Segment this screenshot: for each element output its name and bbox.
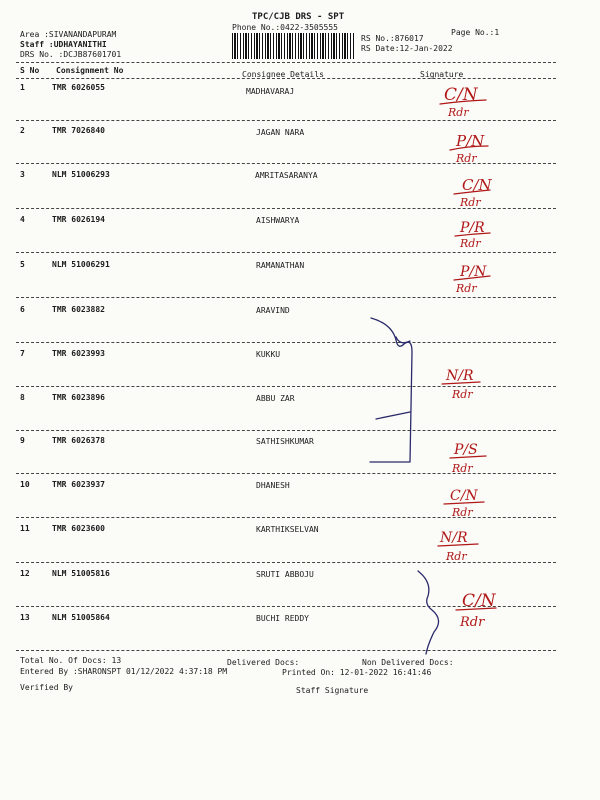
signature-row-11 [438, 530, 478, 563]
row-consignee: BUCHI REDDY [256, 614, 309, 623]
rs-date: RS Date:12-Jan-2022 [361, 44, 453, 53]
row-sno: 2 [20, 126, 25, 135]
rs-number: RS No.:876017 [361, 34, 424, 43]
signature-text: C/N [462, 591, 496, 611]
area-label: Area :SIVANANDAPURAM [20, 30, 117, 39]
row-consignment: NLM 51006293 [52, 170, 110, 179]
signature-text: P/N [456, 132, 485, 150]
row-consignee: SATHISHKUMAR [256, 437, 314, 446]
row-consignment: NLM 51005816 [52, 569, 110, 578]
signature-rdr: Rdr [460, 615, 485, 630]
signature-text: P/R [460, 220, 485, 236]
row-consignment: TMR 6023882 [52, 305, 105, 314]
row-consignee: ABBU ZAR [256, 394, 295, 403]
row-consignee: MADHAVARAJ [246, 87, 295, 96]
row-sno: 1 [20, 83, 25, 92]
row-sno: 10 [20, 480, 30, 489]
row-consignment: TMR 6026194 [52, 215, 105, 224]
row-consignment: TMR 6026055 [52, 83, 105, 92]
document-title: TPC/CJB DRS - SPT [252, 12, 345, 22]
signature-row-4 [455, 220, 490, 250]
signature-rdr: Rdr [452, 388, 473, 401]
row-sno: 5 [20, 260, 25, 269]
row-consignee: SRUTI ABBOJU [256, 570, 314, 579]
delivered-docs: Delivered Docs: [227, 658, 300, 667]
row-sno: 9 [20, 436, 25, 445]
row-sno: 4 [20, 215, 25, 224]
row-sno: 3 [20, 170, 25, 179]
signature-text: N/R [446, 368, 474, 384]
signature-row-1 [440, 85, 486, 119]
signature-text: C/N [462, 176, 492, 194]
row-sno: 6 [20, 305, 25, 314]
signature-rdr: Rdr [456, 282, 477, 295]
signature-text: P/N [460, 264, 487, 280]
signature-rdr: Rdr [456, 152, 477, 165]
signature-row-2 [450, 132, 488, 165]
column-header-signature: Signature [420, 70, 464, 79]
printed-on: Printed On: 12-01-2022 16:41:46 [282, 668, 432, 677]
signature-text: C/N [444, 85, 478, 105]
signature-row-12-13 [456, 591, 497, 630]
signature-text: P/S [454, 442, 478, 458]
page-number: Page No.:1 [451, 28, 500, 37]
signature-row-7-8 [442, 368, 480, 401]
signature-rdr: Rdr [460, 196, 481, 209]
signature-rdr: Rdr [448, 106, 469, 119]
signature-rdr: Rdr [446, 550, 467, 563]
column-header-consignment: Consignment No [56, 66, 124, 75]
bracket-mark [376, 412, 410, 419]
column-header-sno: S No [20, 66, 40, 75]
signature-row-10 [444, 488, 484, 519]
signature-row-9 [450, 442, 486, 475]
row-sno: 12 [20, 569, 30, 578]
row-consignee: AISHWARYA [256, 216, 300, 225]
bracket-mark [370, 318, 412, 462]
row-consignment: TMR 6023993 [52, 349, 105, 358]
row-sno: 8 [20, 393, 25, 402]
row-consignee: JAGAN NARA [256, 128, 305, 137]
row-sno: 7 [20, 349, 25, 358]
row-consignment: NLM 51006291 [52, 260, 110, 269]
row-sno: 11 [20, 524, 30, 533]
drs-number: DRS No. :DCJB87601701 [20, 50, 122, 59]
row-consignment: TMR 6023937 [52, 480, 105, 489]
signature-rdr: Rdr [452, 506, 473, 519]
entered-by: Entered By :SHARONSPT 01/12/2022 4:37:18 PM [20, 667, 228, 676]
row-consignee: ARAVIND [256, 306, 290, 315]
non-delivered-docs: Non Delivered Docs: [362, 658, 454, 667]
row-consignee: KUKKU [256, 350, 281, 359]
row-consignee: AMRITASARANYA [255, 171, 318, 180]
staff-signature: Staff Signature [296, 686, 369, 695]
row-consignment: TMR 6023600 [52, 524, 105, 533]
row-sno: 13 [20, 613, 30, 622]
signature-text: C/N [450, 488, 478, 504]
row-consignment: TMR 6026378 [52, 436, 105, 445]
signature-text: N/R [440, 530, 468, 546]
verified-by: Verified By [20, 683, 73, 692]
row-consignment: TMR 7026840 [52, 126, 105, 135]
row-consignee: RAMANATHAN [256, 261, 305, 270]
signature-row-5 [454, 264, 490, 295]
row-consignee: DHANESH [256, 481, 290, 490]
signature-rdr: Rdr [452, 462, 473, 475]
row-consignment: TMR 6023896 [52, 393, 105, 402]
bracket-mark [396, 337, 410, 343]
bracket-mark [418, 571, 439, 654]
total-docs: Total No. Of Docs: 13 [20, 656, 122, 665]
signature-rdr: Rdr [460, 237, 481, 250]
row-consignment: NLM 51005864 [52, 613, 110, 622]
row-consignee: KARTHIKSELVAN [256, 525, 319, 534]
signature-row-3 [454, 176, 493, 209]
column-header-consignee: Consignee Details [242, 70, 324, 79]
phone-number: Phone No.:0422-3505555 [232, 23, 338, 32]
staff-label: Staff :UDHAYANITHI [20, 40, 107, 49]
